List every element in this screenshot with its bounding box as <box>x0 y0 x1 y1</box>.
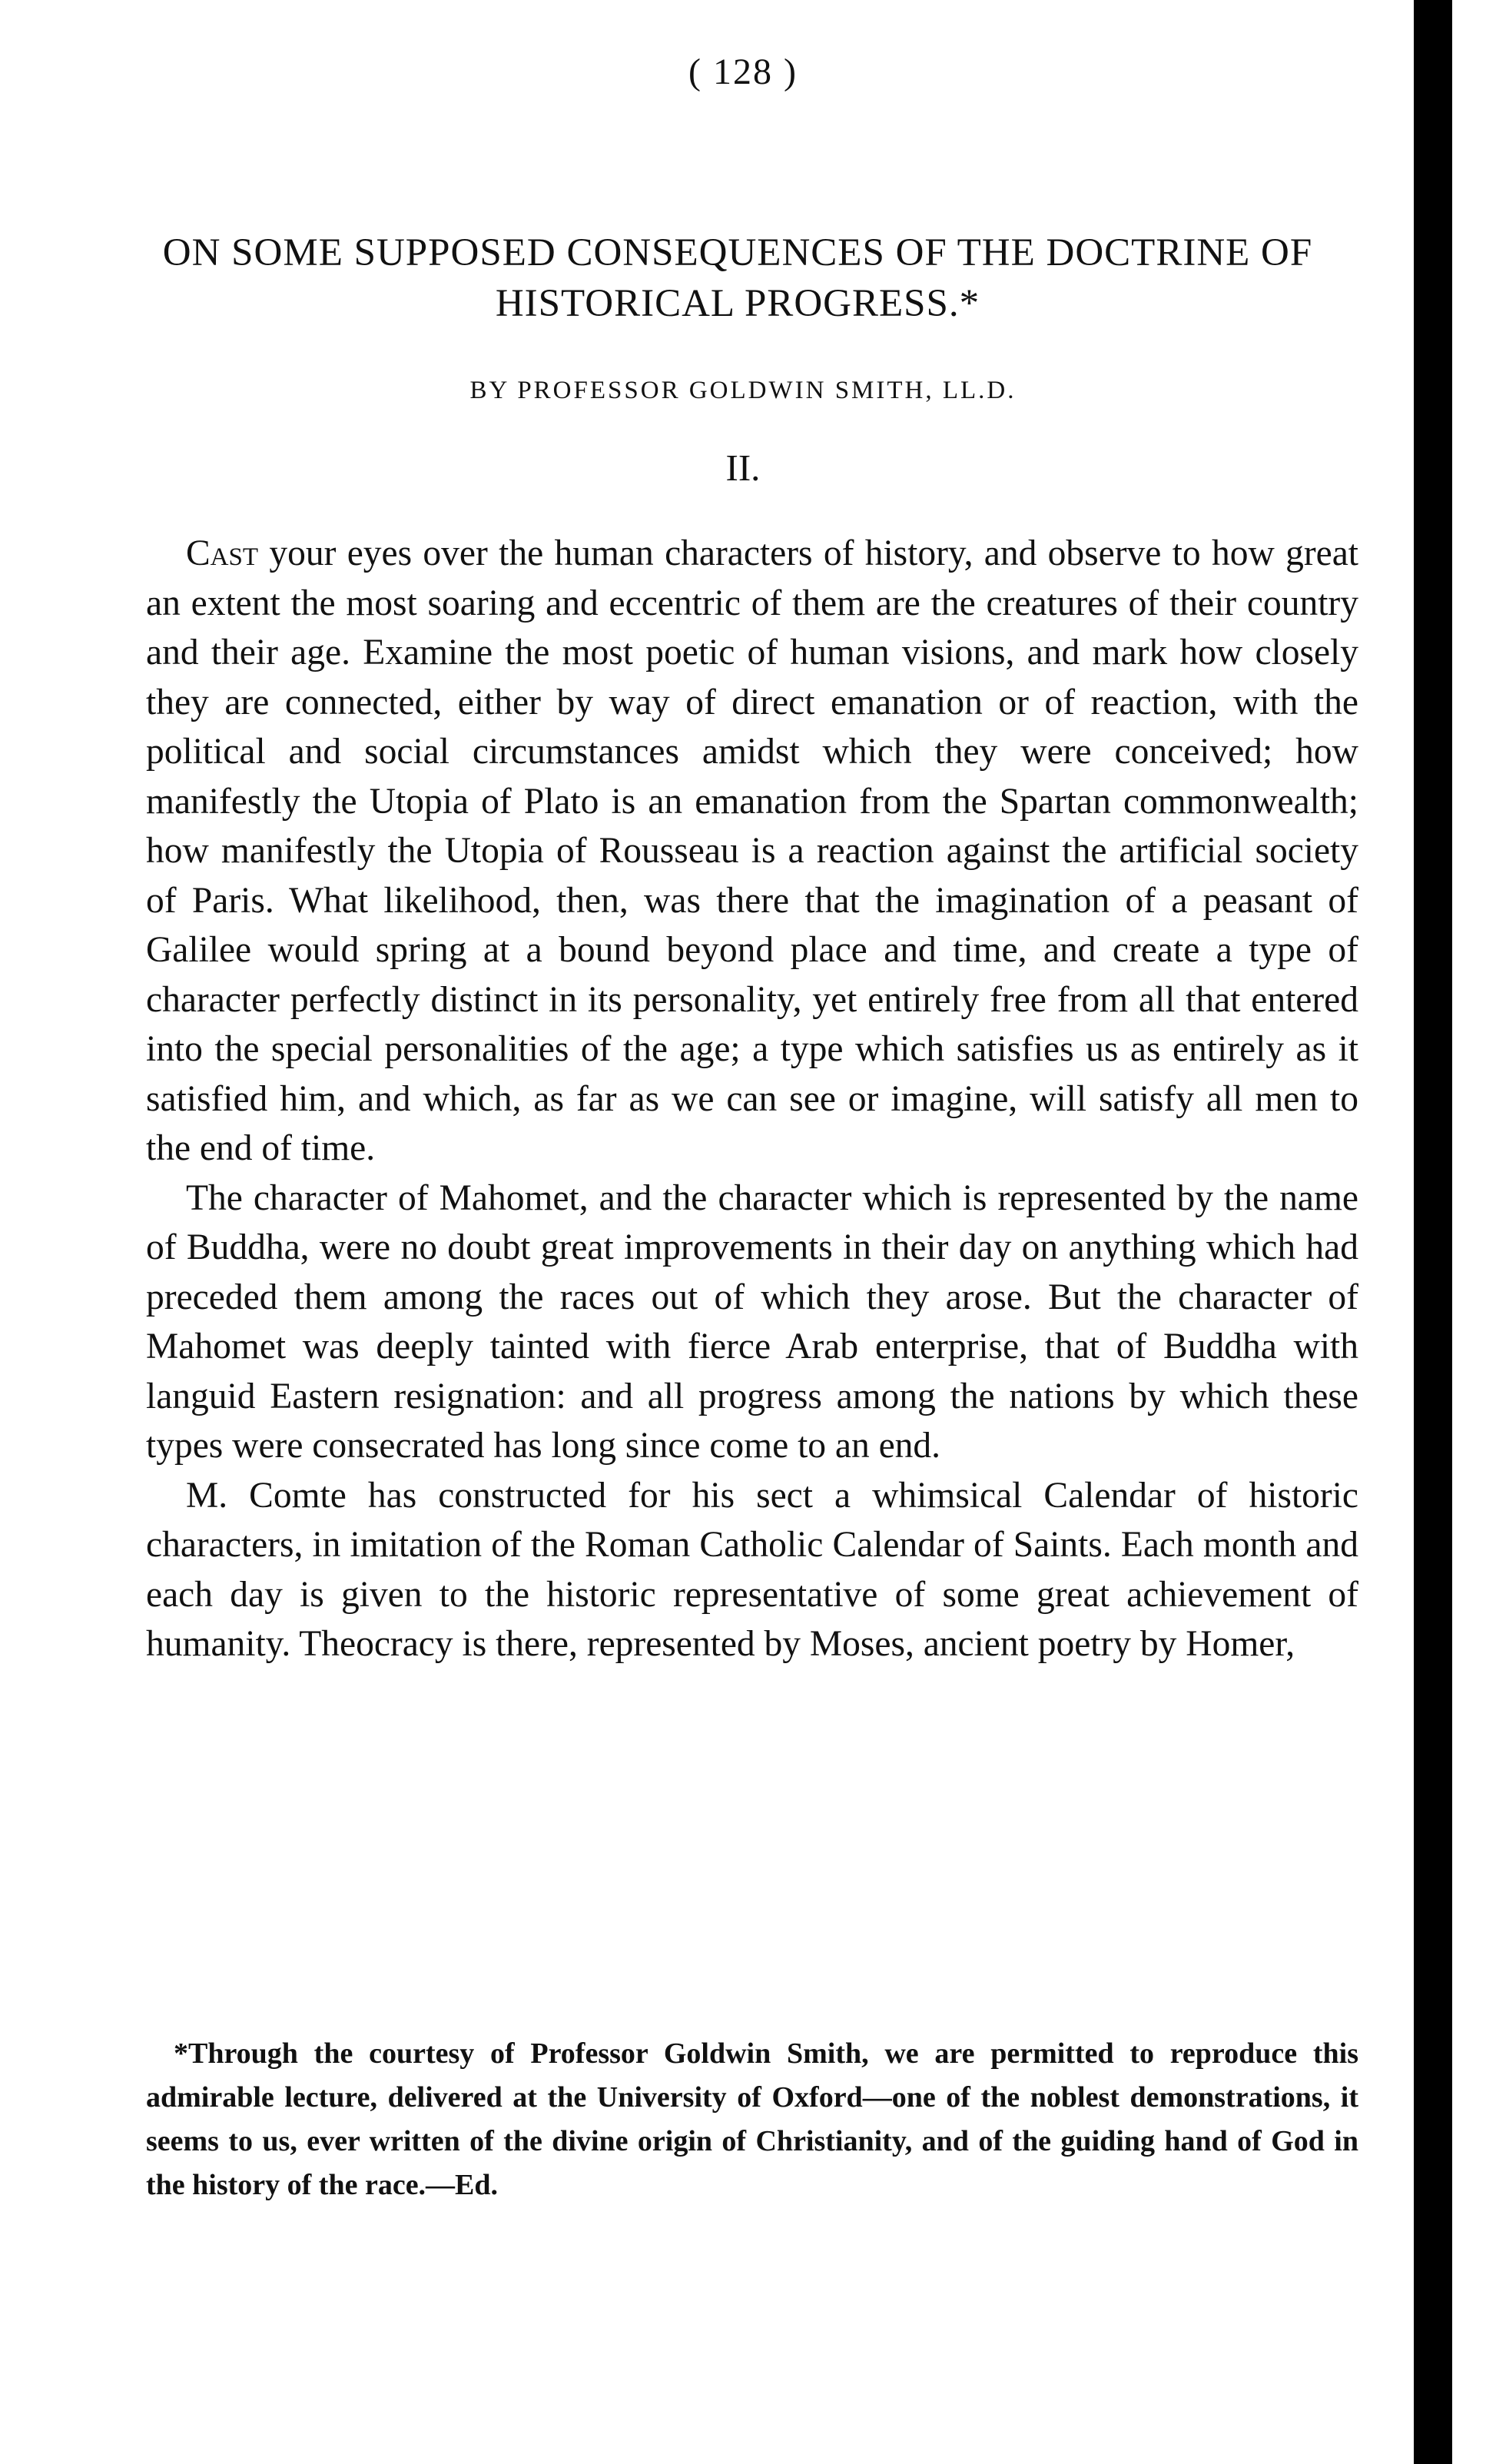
paragraph-text: your eyes over the human characters of history, and observe to how great an extent the most soaring and eccentric of them are the creatures of their country and their age. Examine the most poetic of human visions, and mark how closely they are connected, either by way of direct emanation or of reaction, with the political and social circumstances amidst which they were conceived; how manifestly the Utopia of Plato is an emanation from the Spartan commonwealth; how manifestly the Utopia of Rousseau is a reaction against the artificial society of Paris. What likelihood, then, was there that the imagination of a peasant of Galilee would spring at a bound beyond place and time, and create a type of character perfectly distinct in its personality, yet entirely free from all that entered into the special personalities of the age; a type which satisfies us as entirely as it satisfied him, and which, as far as we can see or imagine, will satisfy all men to the end of time. <box>146 533 1358 1168</box>
section-number: II. <box>725 447 761 489</box>
article-title: ON SOME SUPPOSED CONSEQUENCES OF THE DOCTRINE OF HISTORICAL PROGRESS.* <box>162 231 1313 325</box>
opening-word: Cast <box>186 533 259 573</box>
footnote <box>146 2032 1358 2207</box>
page-edge-shadow <box>1414 0 1452 2464</box>
paragraph: M. Comte has constructed for his sect a whimsical Calendar of historic characters, in imitation of the Roman Catholic Calendar of Saints. Each month and each day is given to the historic representative of some great achievement of humanity. Theocracy is there, represented by Moses, ancient poetry by Homer, <box>146 1475 1358 1664</box>
author-byline: BY PROFESSOR GOLDWIN SMITH, LL.D. <box>469 377 1017 404</box>
article-body <box>146 529 1358 1669</box>
page-number: ( 128 ) <box>688 51 798 92</box>
paragraph: The character of Mahomet, and the character which is represented by the name of Buddha, were no doubt great improvements in their day on anything which had preceded them among the races out of which they arose. But the character of Mahomet was deeply tainted with fierce Arab enterprise, that of Buddha with languid Eastern resignation: and all progress among the nations by which these types were consecrated has long since come to an end. <box>146 1177 1358 1466</box>
paragraph <box>146 529 1358 1174</box>
footnote-text: *Through the courtesy of Professor Goldwin Smith, we are permitted to reproduce this admirable lecture, delivered at the University of Oxford—one of the noblest demonstrations, it seems to us, ever written of the divine origin of Christianity, and of the guiding hand of God in the history of the race.—Ed. <box>146 2037 1358 2201</box>
